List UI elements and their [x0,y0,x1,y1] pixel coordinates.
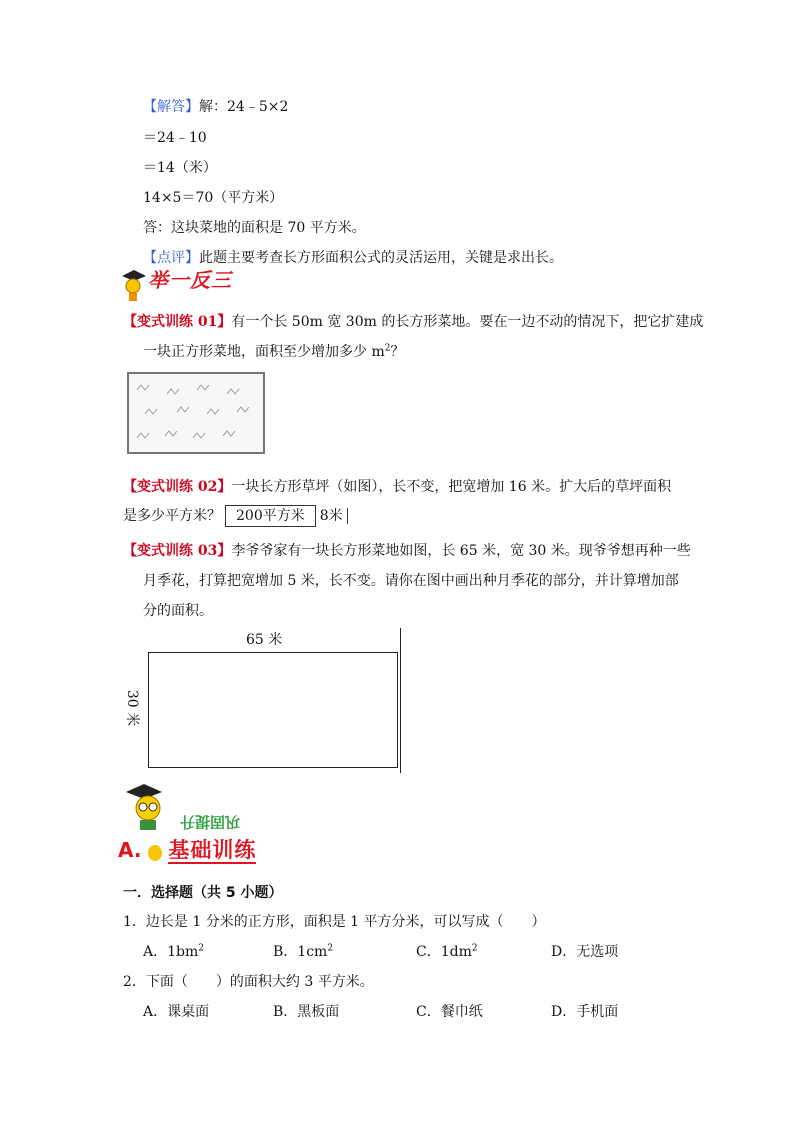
q2-option-b[interactable]: B．黑板面 [273,1004,340,1020]
basic-training-banner [118,782,278,872]
ex3-line-3: 分的面积。 [143,603,213,619]
ex3-line-1: 【变式训练 03】李爷爷家有一块长方形菜地如图，长 65 米，宽 30 米。现爷爷想再种一些 [123,543,691,559]
banner-prefix: A. [118,838,142,862]
ex2-line-1: 【变式训练 02】一块长方形草坪（如图），长不变，把宽增加 16 米。扩大后的草坪面积 [123,479,672,495]
ex3-line-2: 月季花，打算把宽增加 5 米，长不变。请你在图中画出种月季花的部分，并计算增加部 [143,573,679,589]
vegetable-field-image [127,372,265,454]
figure-length-label: 65 米 [246,632,283,648]
student-mascot-icon [122,782,174,832]
banner-title: 举一反三 [148,268,232,292]
ex2-line-2: 是多少平方米？ 200平方米 8米 [123,505,348,527]
extension-line [400,628,401,773]
ex3-label: 【变式训练 03】 [123,543,232,559]
q1-option-a[interactable]: A．$1bm^2$ [143,943,204,960]
answer-line-4: 14×5＝70（平方米） [143,190,284,206]
ex2-label: 【变式训练 02】 [123,479,232,495]
section-banner [118,268,258,302]
q2-option-a[interactable]: A．课桌面 [143,1004,210,1020]
q1-option-d[interactable]: D．无选项 [551,944,619,960]
banner-main [118,840,256,870]
q2-option-c[interactable]: C．餐巾纸 [416,1004,483,1020]
q1-option-b[interactable]: B．$1cm^2$ [273,943,334,960]
comment-line: 【点评】此题主要考查长方形面积公式的灵活运用，关键是求出长。 [143,250,563,266]
answer-label: 【解答】 [143,99,199,115]
figure-width-label: 30 米 [124,689,141,727]
field-figure [118,628,403,773]
mascot-icon [118,268,148,302]
q1-stem: 1．边长是 1 分米的正方形，面积是 1 平方分米，可以写成（ ） [123,914,546,930]
answer-line-1: 【解答】解：24﹣5×2 [143,99,289,115]
q1-option-c[interactable]: C．$1dm^2$ [416,943,478,960]
lawn-width-label: 8米 [320,508,348,524]
field-rectangle [148,652,398,768]
trophy-icon [148,845,162,861]
section-title: 一．选择题（共 5 小题） [123,885,283,901]
answer-conclusion: 答：这块菜地的面积是 70 平方米。 [143,220,366,236]
comment-label: 【点评】 [143,250,199,266]
lawn-box: 200平方米 [225,505,316,527]
ex1-label: 【变式训练 01】 [123,314,232,330]
banner-arc-text: 巩固提升 [180,813,241,831]
q2-option-d[interactable]: D．手机面 [551,1004,619,1020]
q2-stem: 2．下面（ ）的面积大约 3 平方米。 [123,974,374,990]
ex1-line-1: 【变式训练 01】有一个长 50m 宽 30m 的长方形菜地。要在一边不动的情况下，把它扩建成 [123,314,704,330]
banner-title-basic: 基础训练 [168,838,257,862]
answer-line-2: ＝24﹣10 [143,130,207,146]
ex1-line-2: 一块正方形菜地，面积至少增加多少 $m^2$？ [143,343,405,360]
answer-line-3: ＝14（米） [143,160,217,176]
